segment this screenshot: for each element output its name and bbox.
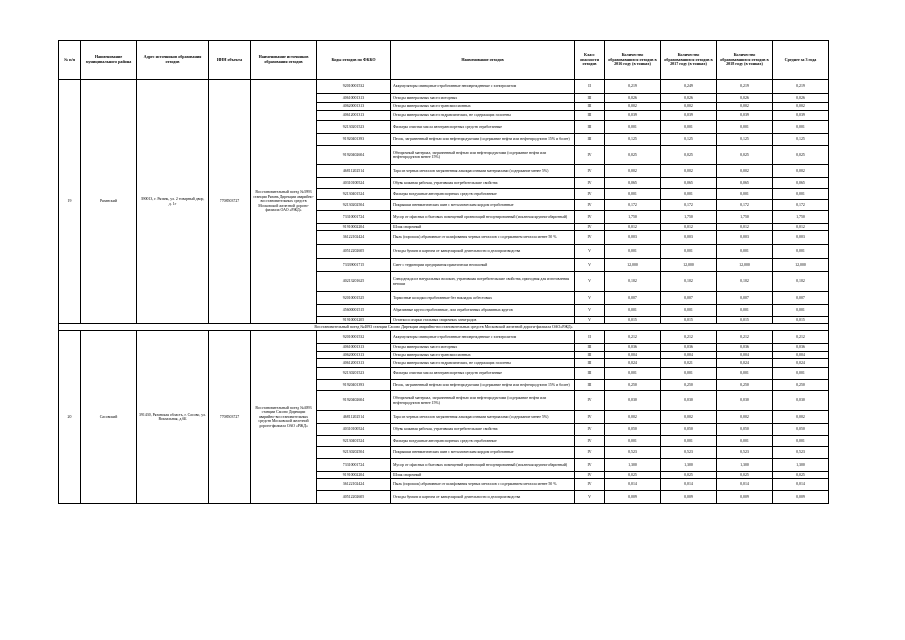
amount-2016: 0,039 xyxy=(605,111,661,121)
average-value: 12,000 xyxy=(773,259,829,272)
amount-2018: 0,250 xyxy=(717,380,773,391)
amount-2016: 0,001 xyxy=(605,305,661,317)
average-value: 0,025 xyxy=(773,472,829,479)
waste-name: Остатки и огарки стальных сварочных электродов xyxy=(391,317,575,324)
amount-2018: 1,750 xyxy=(717,211,773,224)
waste-name: Обувь кожаная рабочая, утратившая потребительские свойства xyxy=(391,178,575,189)
amount-2017: 0,007 xyxy=(661,292,717,305)
header-amount-2017: Количество образовавшихся отходов в 2017 году (в тоннах) xyxy=(661,41,717,80)
waste-name: Тормозные колодки отработанные без накладок асбестовых xyxy=(391,292,575,305)
amount-2017: 12,000 xyxy=(661,259,717,272)
fkko-code: 40512202605 xyxy=(317,245,391,259)
amount-2017: 0,012 xyxy=(661,224,717,231)
amount-2018: 0,219 xyxy=(717,80,773,94)
fkko-code: 91920401393 xyxy=(317,380,391,391)
hazard-class: IV xyxy=(575,472,605,479)
amount-2018: 0,001 xyxy=(717,189,773,200)
amount-2018: 0,001 xyxy=(717,436,773,447)
average-value: 0,014 xyxy=(773,479,829,491)
average-value: 0,003 xyxy=(773,231,829,245)
fkko-code: 36122102424 xyxy=(317,231,391,245)
hazard-class: V xyxy=(575,245,605,259)
fkko-code: 36122102424 xyxy=(317,479,391,491)
hazard-class: IV xyxy=(575,436,605,447)
hazard-class: III xyxy=(575,94,605,103)
waste-name: Отходы бумаги и картона от канцелярской деятельности и делопроизводства xyxy=(391,245,575,259)
hazard-class: IV xyxy=(575,189,605,200)
amount-2016: 0,219 xyxy=(605,80,661,94)
fkko-code: 91910001205 xyxy=(317,317,391,324)
source-address: 391430, Рязанская область, г. Сасово, ул. Вокзальная, д.6Б xyxy=(137,331,209,504)
amount-2017: 0,014 xyxy=(661,479,717,491)
average-value: 0,212 xyxy=(773,331,829,344)
amount-2016: 0,065 xyxy=(605,178,661,189)
average-value: 1,300 xyxy=(773,459,829,472)
waste-name: Песок, загрязненный нефтью или нефтепродуктами (содержание нефти или нефтепродуктов 15% и более) xyxy=(391,134,575,146)
amount-2018: 0,065 xyxy=(717,178,773,189)
header-waste-name: Наименование отходов xyxy=(391,41,575,80)
waste-name: Тара из черных металлов загрязненная лакокрасочными материалами (содержание менее 5%) xyxy=(391,165,575,178)
waste-name: Спецодежда из натуральных волокон, утратившая потребительские свойства, пригодная для изготовления ветоши xyxy=(391,272,575,292)
amount-2016: 0,001 xyxy=(605,245,661,259)
amount-2018: 0,001 xyxy=(717,121,773,134)
hazard-class: IV xyxy=(575,165,605,178)
average-value: 0,001 xyxy=(773,121,829,134)
amount-2018: 0,024 xyxy=(717,359,773,368)
amount-2016: 0,025 xyxy=(605,146,661,165)
amount-2018: 0,004 xyxy=(717,352,773,359)
amount-2017: 0,065 xyxy=(661,178,717,189)
average-value: 0,001 xyxy=(773,245,829,259)
amount-2018: 0,009 xyxy=(717,491,773,504)
hazard-class: IV xyxy=(575,211,605,224)
amount-2016: 0,007 xyxy=(605,292,661,305)
header-hazard-class: Класс опасности отходов xyxy=(575,41,605,80)
waste-name: Отходы минеральных масел трансмиссионных xyxy=(391,352,575,359)
table-row xyxy=(59,80,829,94)
amount-2017: 0,030 xyxy=(661,391,717,411)
amount-2017: 0,125 xyxy=(661,134,717,146)
separator-body xyxy=(59,324,829,331)
amount-2016: 1,750 xyxy=(605,211,661,224)
fkko-code: 40512202605 xyxy=(317,491,391,504)
waste-name: Аккумуляторы свинцовые отработанные неповрежденные с электролитом xyxy=(391,331,575,344)
average-value: 0,009 xyxy=(773,491,829,504)
waste-name: Шлак сварочный xyxy=(391,224,575,231)
fkko-code: 40620001313 xyxy=(317,352,391,359)
inn-value: 7708503727 xyxy=(209,331,251,504)
fkko-code: 40610001313 xyxy=(317,94,391,103)
amount-2018: 0,012 xyxy=(717,224,773,231)
amount-2017: 0,004 xyxy=(661,352,717,359)
waste-name: Обтирочный материал, загрязненный нефтью или нефтепродуктами (содержание нефти или нефтепродуктов менее 15%) xyxy=(391,146,575,165)
fkko-code: 45600001515 xyxy=(317,305,391,317)
amount-2017: 0,250 xyxy=(661,380,717,391)
amount-2018: 0,025 xyxy=(717,472,773,479)
district-name: Сасовский xyxy=(81,331,137,504)
hazard-class: IV xyxy=(575,178,605,189)
district-name: Рязанский xyxy=(81,80,137,324)
average-value: 0,065 xyxy=(773,178,829,189)
hazard-class: V xyxy=(575,491,605,504)
fkko-code: 40612001313 xyxy=(317,359,391,368)
waste-name: Отходы минеральных масел моторных xyxy=(391,344,575,352)
waste-name: Песок, загрязненный нефтью или нефтепродуктами (содержание нефти или нефтепродуктов 15% и более) xyxy=(391,380,575,391)
fkko-code: 73339001715 xyxy=(317,259,391,272)
amount-2017: 0,001 xyxy=(661,368,717,380)
separator-row xyxy=(59,324,829,331)
average-value: 0,024 xyxy=(773,359,829,368)
hazard-class: IV xyxy=(575,231,605,245)
hazard-class: IV xyxy=(575,459,605,472)
amount-2016: 0,523 xyxy=(605,447,661,459)
hazard-class: IV xyxy=(575,391,605,411)
header-amount-2016: Количество образовавшихся отходов в 2016 году (в тоннах) xyxy=(605,41,661,80)
waste-name: Мусор от офисных и бытовых помещений организаций несортированный (исключая крупногабаритный) xyxy=(391,211,575,224)
fkko-code: 92010001532 xyxy=(317,331,391,344)
fkko-code: 92130201523 xyxy=(317,368,391,380)
average-value: 0,050 xyxy=(773,424,829,436)
amount-2016: 0,212 xyxy=(605,331,661,344)
amount-2016: 0,003 xyxy=(605,231,661,245)
average-value: 0,036 xyxy=(773,344,829,352)
fkko-code: 91910002204 xyxy=(317,472,391,479)
hazard-class: V xyxy=(575,317,605,324)
fkko-code: 46811202514 xyxy=(317,165,391,178)
fkko-code: 73310001724 xyxy=(317,459,391,472)
amount-2018: 1,300 xyxy=(717,459,773,472)
amount-2017: 0,001 xyxy=(661,436,717,447)
header-inn: ИНН объекта xyxy=(209,41,251,80)
fkko-code: 40310100524 xyxy=(317,178,391,189)
amount-2016: 0,001 xyxy=(605,189,661,200)
header-num: № п/п xyxy=(59,41,81,80)
amount-2017: 0,026 xyxy=(661,94,717,103)
amount-2016: 12,000 xyxy=(605,259,661,272)
waste-name: Тара из черных металлов загрязненная лакокрасочными материалами (содержание менее 5%) xyxy=(391,411,575,424)
fkko-code: 40213201625 xyxy=(317,272,391,292)
average-value: 0,030 xyxy=(773,391,829,411)
amount-2016: 0,102 xyxy=(605,272,661,292)
amount-2017: 0,002 xyxy=(661,411,717,424)
hazard-class: V xyxy=(575,305,605,317)
amount-2016: 0,001 xyxy=(605,436,661,447)
amount-2018: 0,036 xyxy=(717,344,773,352)
amount-2018: 0,050 xyxy=(717,424,773,436)
hazard-class: III xyxy=(575,368,605,380)
fkko-code: 73310001724 xyxy=(317,211,391,224)
amount-2017: 0,249 xyxy=(661,80,717,94)
fkko-code: 92130202504 xyxy=(317,447,391,459)
amount-2017: 0,015 xyxy=(661,317,717,324)
amount-2018: 0,523 xyxy=(717,447,773,459)
amount-2016: 0,002 xyxy=(605,411,661,424)
hazard-class: V xyxy=(575,259,605,272)
fkko-code: 92130401524 xyxy=(317,436,391,447)
amount-2016: 0,050 xyxy=(605,424,661,436)
amount-2018: 0,015 xyxy=(717,317,773,324)
amount-2018: 0,001 xyxy=(717,305,773,317)
amount-2018: 0,039 xyxy=(717,111,773,121)
hazard-class: III xyxy=(575,103,605,111)
amount-2018: 0,007 xyxy=(717,292,773,305)
hazard-class: IV xyxy=(575,146,605,165)
average-value: 0,219 xyxy=(773,80,829,94)
waste-name: Мусор от офисных и бытовых помещений организаций несортированный (исключая крупногабаритный) xyxy=(391,459,575,472)
amount-2018: 0,014 xyxy=(717,479,773,491)
amount-2016: 0,009 xyxy=(605,491,661,504)
group-20-body xyxy=(59,331,829,504)
amount-2017: 1,300 xyxy=(661,459,717,472)
fkko-code: 40610001313 xyxy=(317,344,391,352)
average-value: 0,007 xyxy=(773,292,829,305)
waste-name: Отходы минеральных масел моторных xyxy=(391,94,575,103)
average-value: 0,026 xyxy=(773,94,829,103)
average-value: 0,002 xyxy=(773,103,829,111)
waste-name: Покрышки пневматических шин с металлическим кордом отработанные xyxy=(391,200,575,211)
hazard-class: V xyxy=(575,292,605,305)
fkko-code: 40612001313 xyxy=(317,111,391,121)
hazard-class: III xyxy=(575,380,605,391)
average-value: 0,102 xyxy=(773,272,829,292)
waste-name: Покрышки пневматических шин с металлическим кордом отработанные xyxy=(391,447,575,459)
hazard-class: IV xyxy=(575,424,605,436)
hazard-class: III xyxy=(575,359,605,368)
amount-2016: 0,026 xyxy=(605,94,661,103)
amount-2016: 0,250 xyxy=(605,380,661,391)
waste-name: Фильтры очистки масла автотранспортных средств отработанные xyxy=(391,121,575,134)
hazard-class: IV xyxy=(575,224,605,231)
amount-2018: 12,000 xyxy=(717,259,773,272)
hazard-class: III xyxy=(575,344,605,352)
average-value: 0,250 xyxy=(773,380,829,391)
row-number: 19 xyxy=(59,80,81,324)
amount-2018: 0,125 xyxy=(717,134,773,146)
amount-2017: 0,172 xyxy=(661,200,717,211)
waste-name: Фильтры воздушные автотранспортных средств отработанные xyxy=(391,436,575,447)
amount-2017: 0,001 xyxy=(661,305,717,317)
hazard-class: III xyxy=(575,134,605,146)
amount-2018: 0,025 xyxy=(717,146,773,165)
fkko-code: 91920402604 xyxy=(317,391,391,411)
average-value: 1,750 xyxy=(773,211,829,224)
header-fkko: Коды отходов по ФККО xyxy=(317,41,391,80)
hazard-class: III xyxy=(575,121,605,134)
hazard-class: II xyxy=(575,80,605,94)
average-value: 0,001 xyxy=(773,189,829,200)
amount-2017: 0,212 xyxy=(661,331,717,344)
waste-name: Обувь кожаная рабочая, утратившая потребительские свойства xyxy=(391,424,575,436)
average-value: 0,004 xyxy=(773,352,829,359)
separator-text: Восстановительный поезд №4093 станции Сасово Дирекции аварийно-восстановительных средств Московской железной дороги-филиала ОАО«РЖД» xyxy=(59,324,829,331)
fkko-code: 91910002204 xyxy=(317,224,391,231)
source-name: Восстановительный поезд №4093 станции Сасово Дирекции аварийно-восстановительных средств Московской железной дороги-филиала ОАО «РЖД» xyxy=(251,331,317,504)
amount-2018: 0,030 xyxy=(717,391,773,411)
amount-2016: 0,036 xyxy=(605,344,661,352)
average-value: 0,002 xyxy=(773,411,829,424)
amount-2018: 0,102 xyxy=(717,272,773,292)
fkko-code: 92010001525 xyxy=(317,292,391,305)
average-value: 0,015 xyxy=(773,317,829,324)
hazard-class: IV xyxy=(575,479,605,491)
amount-2016: 0,025 xyxy=(605,472,661,479)
waste-name: Отходы минеральных масел гидравлических, не содержащих галогены xyxy=(391,359,575,368)
amount-2017: 0,001 xyxy=(661,121,717,134)
amount-2017: 0,002 xyxy=(661,165,717,178)
waste-name: Отходы минеральных масел гидравлических, не содержащих галогены xyxy=(391,111,575,121)
hazard-class: II xyxy=(575,331,605,344)
amount-2017: 0,009 xyxy=(661,491,717,504)
average-value: 0,523 xyxy=(773,447,829,459)
fkko-code: 91920401393 xyxy=(317,134,391,146)
fkko-code: 46811202514 xyxy=(317,411,391,424)
amount-2017: 0,001 xyxy=(661,189,717,200)
amount-2017: 1,750 xyxy=(661,211,717,224)
waste-name: Пыль (порошок) абразивные от шлифования черных металлов с содержанием металла менее 50 % xyxy=(391,231,575,245)
header-address: Адрес источников образования отходов xyxy=(137,41,209,80)
average-value: 0,125 xyxy=(773,134,829,146)
fkko-code: 92130202504 xyxy=(317,200,391,211)
amount-2016: 0,002 xyxy=(605,103,661,111)
amount-2017: 0,003 xyxy=(661,231,717,245)
average-value: 0,002 xyxy=(773,165,829,178)
waste-name: Фильтры очистки масла автотранспортных средств отработанные xyxy=(391,368,575,380)
amount-2016: 0,002 xyxy=(605,165,661,178)
waste-name: Пыль (порошок) абразивные от шлифования черных металлов с содержанием металла менее 50 % xyxy=(391,479,575,491)
amount-2017: 0,002 xyxy=(661,103,717,111)
fkko-code: 92130201523 xyxy=(317,121,391,134)
header-source: Наименование источников образования отходов xyxy=(251,41,317,80)
source-name: Восстановительный поезд №3993 станции Рязань Дирекции аварийно-восстановительных средств Московской железной дороги-филиала ОАО «РЖД» xyxy=(251,80,317,324)
amount-2016: 0,172 xyxy=(605,200,661,211)
hazard-class: IV xyxy=(575,411,605,424)
waste-name: Шлак сварочный xyxy=(391,472,575,479)
amount-2018: 0,212 xyxy=(717,331,773,344)
amount-2016: 0,012 xyxy=(605,224,661,231)
waste-name: Отходы бумаги и картона от канцелярской деятельности и делопроизводства xyxy=(391,491,575,504)
amount-2016: 1,300 xyxy=(605,459,661,472)
fkko-code: 91920402604 xyxy=(317,146,391,165)
amount-2018: 0,003 xyxy=(717,231,773,245)
amount-2017: 0,036 xyxy=(661,344,717,352)
amount-2018: 0,172 xyxy=(717,200,773,211)
amount-2016: 0,125 xyxy=(605,134,661,146)
amount-2018: 0,001 xyxy=(717,245,773,259)
average-value: 0,012 xyxy=(773,224,829,231)
group-19-body xyxy=(59,80,829,324)
average-value: 0,039 xyxy=(773,111,829,121)
amount-2016: 0,015 xyxy=(605,317,661,324)
amount-2018: 0,002 xyxy=(717,165,773,178)
hazard-class: V xyxy=(575,272,605,292)
header-average: Среднее за 3 года xyxy=(773,41,829,80)
amount-2017: 0,102 xyxy=(661,272,717,292)
amount-2018: 0,002 xyxy=(717,411,773,424)
fkko-code: 92130401524 xyxy=(317,189,391,200)
amount-2017: 0,039 xyxy=(661,111,717,121)
waste-name: Аккумуляторы свинцовые отработанные неповрежденные с электролитом xyxy=(391,80,575,94)
amount-2017: 0,523 xyxy=(661,447,717,459)
waste-table xyxy=(58,40,829,504)
document-page xyxy=(58,40,828,504)
amount-2017: 0,050 xyxy=(661,424,717,436)
amount-2016: 0,024 xyxy=(605,359,661,368)
amount-2017: 0,025 xyxy=(661,146,717,165)
amount-2018: 0,001 xyxy=(717,368,773,380)
average-value: 0,001 xyxy=(773,368,829,380)
average-value: 0,001 xyxy=(773,305,829,317)
average-value: 0,025 xyxy=(773,146,829,165)
hazard-class: IV xyxy=(575,200,605,211)
amount-2017: 0,021 xyxy=(661,359,717,368)
waste-name: Абразивные круги отработанные, лом отработанных абразивных кругов xyxy=(391,305,575,317)
header-row xyxy=(59,41,829,80)
fkko-code: 92010001532 xyxy=(317,80,391,94)
hazard-class: III xyxy=(575,111,605,121)
fkko-code: 40310100524 xyxy=(317,424,391,436)
amount-2016: 0,004 xyxy=(605,352,661,359)
average-value: 0,001 xyxy=(773,436,829,447)
amount-2017: 0,001 xyxy=(661,245,717,259)
table-row xyxy=(59,331,829,344)
header-district: Наименование муниципального района xyxy=(81,41,137,80)
fkko-code: 40620001313 xyxy=(317,103,391,111)
amount-2016: 0,030 xyxy=(605,391,661,411)
waste-name: Отходы минеральных масел трансмиссионных xyxy=(391,103,575,111)
average-value: 0,172 xyxy=(773,200,829,211)
hazard-class: III xyxy=(575,352,605,359)
waste-name: Обтирочный материал, загрязненный нефтью или нефтепродуктами (содержание нефти или нефтепродуктов менее 15%) xyxy=(391,391,575,411)
amount-2016: 0,001 xyxy=(605,368,661,380)
amount-2017: 0,025 xyxy=(661,472,717,479)
waste-name: Фильтры воздушные автотранспортных средств отработанные xyxy=(391,189,575,200)
amount-2016: 0,001 xyxy=(605,121,661,134)
amount-2016: 0,014 xyxy=(605,479,661,491)
waste-name: Смет с территории предприятия практически неопасный xyxy=(391,259,575,272)
hazard-class: IV xyxy=(575,447,605,459)
amount-2018: 0,002 xyxy=(717,103,773,111)
header-amount-2018: Количество образовавшихся отходов в 2018 году (в тоннах) xyxy=(717,41,773,80)
source-address: 390013, г. Рязань, ул. 2 товарный двор, д. 1г xyxy=(137,80,209,324)
inn-value: 7708503727 xyxy=(209,80,251,324)
amount-2018: 0,026 xyxy=(717,94,773,103)
row-number: 20 xyxy=(59,331,81,504)
